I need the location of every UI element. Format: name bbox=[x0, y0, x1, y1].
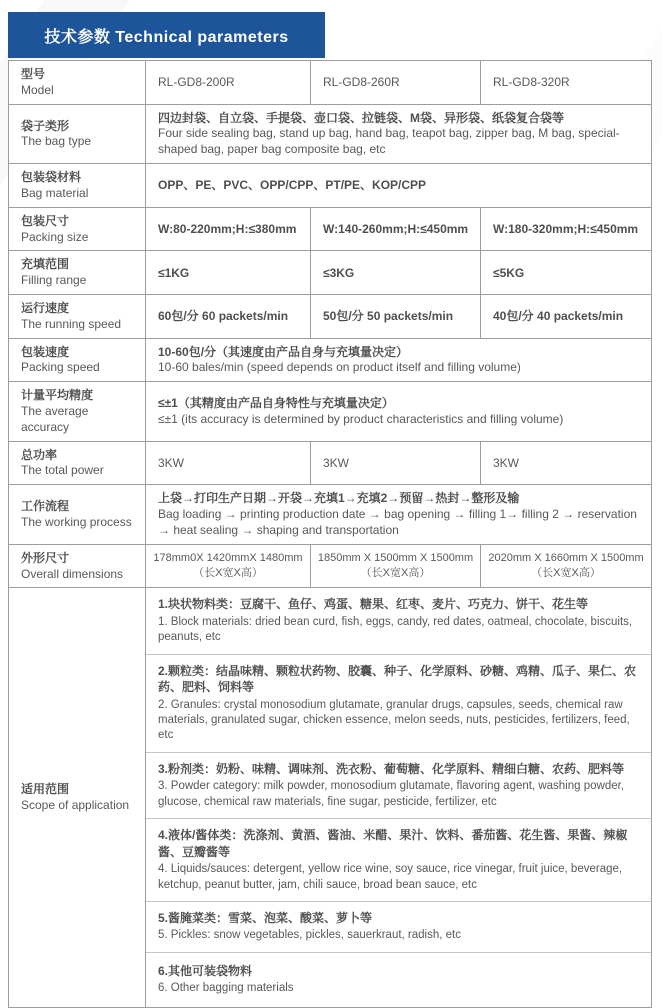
label-en: The running speed bbox=[21, 316, 122, 331]
table-row-bag-material bbox=[9, 164, 651, 208]
label-zh: 包装袋材料 bbox=[21, 170, 82, 185]
label-zh: 计量平均精度 bbox=[21, 388, 94, 403]
technical-parameters-table bbox=[8, 60, 652, 1008]
label-zh: 工作流程 bbox=[21, 499, 70, 514]
row-label-filling-range bbox=[9, 251, 146, 294]
running-speed-value-2: 50包/分 50 packets/min bbox=[311, 295, 481, 338]
working-process-value: 上袋→打印生产日期→开袋→充填1→充填2→预留→热封→整形及输 Bag loading → printing production date → bag opening → filling 1→ filling 2 → reservation → heat sealing → shaping and transportation bbox=[158, 491, 637, 537]
table-row-total-power bbox=[9, 442, 651, 486]
table-row-overall-dimensions bbox=[9, 545, 651, 589]
total-power-value-1: 3KW bbox=[146, 442, 311, 485]
label-zh: 适用范围 bbox=[21, 782, 70, 797]
scope-item-powder: 3.粉剂类：奶粉、味精、调味剂、洗衣粉、葡萄糖、化学原料、精细白糖、农药、肥料等 3. Powder category: milk powder, monosodium glutamate, flavoring agent, washing powder, glucose, chemical raw materials, fine sugar, pesticide, fertilizer, etc bbox=[146, 753, 651, 819]
filling-range-value-1: ≤1KG bbox=[146, 251, 311, 294]
section-banner bbox=[8, 12, 325, 58]
row-label-scope bbox=[9, 588, 146, 1006]
model-value-3: RL-GD8-320R bbox=[493, 75, 570, 90]
label-en: Model bbox=[21, 82, 54, 97]
label-en: The working process bbox=[21, 514, 132, 529]
dimensions-value-3: 2020mm X 1660mm X 1500mm （长X宽X高） bbox=[488, 552, 644, 580]
label-zh: 运行速度 bbox=[21, 300, 70, 315]
packing-size-value-3: W:180-320mm;H:≤450mm bbox=[493, 221, 639, 236]
label-en: Overall dimensions bbox=[21, 566, 124, 581]
running-speed-value-1: 60包/分 60 packets/min bbox=[146, 295, 311, 338]
row-label-working-process bbox=[9, 485, 146, 543]
label-en: Filling range bbox=[21, 273, 87, 288]
average-accuracy-value: ≤±1（其精度由产品自身特性与充填量决定） ≤±1 (its accuracy is determined by product characteristics and filling volume) bbox=[158, 396, 564, 426]
model-value-2: RL-GD8-260R bbox=[311, 61, 481, 104]
table-row-average-accuracy bbox=[9, 382, 651, 441]
label-en: The total power bbox=[21, 463, 104, 478]
row-label-average-accuracy bbox=[9, 382, 146, 440]
filling-range-value-2: ≤3KG bbox=[311, 251, 481, 294]
scope-item-pickles: 5.酱腌菜类：雪菜、泡菜、酸菜、萝卜等 5. Pickles: snow vegetables, pickles, sauerkraut, radish, etc bbox=[146, 902, 651, 953]
dimensions-value-1: 178mm0X 1420mmX 1480mm （长X宽X高） bbox=[146, 545, 311, 588]
row-label-bag-material bbox=[9, 164, 146, 207]
row-label-packing-speed bbox=[9, 339, 146, 382]
packing-size-value-2: W:140-260mm;H:≤450mm bbox=[311, 208, 481, 251]
table-row-running-speed bbox=[9, 295, 651, 339]
table-row-scope-of-application bbox=[9, 588, 651, 1006]
scope-item-granules: 2.颗粒类：结晶味精、颗粒状药物、胶囊、种子、化学原料、砂糖、鸡精、瓜子、果仁、农药、肥料、饲料等 2. Granules: crystal monosodium glutamate, granular drugs, capsules, seeds, chemical raw materials, granulated sugar, chicken essence, melon seeds, nuts, pesticides, fertilizers, feed, etc bbox=[146, 655, 651, 753]
packing-speed-value: 10-60包/分（其速度由产品自身与充填量决定） 10-60 bales/min (speed depends on product itself and filling volume) bbox=[158, 344, 521, 375]
label-en: Packing speed bbox=[21, 360, 100, 375]
banner-title: 技术参数 Technical parameters bbox=[44, 28, 289, 46]
label-en: Bag material bbox=[21, 185, 89, 200]
label-en: Packing size bbox=[21, 229, 89, 244]
row-label-running-speed bbox=[9, 295, 146, 338]
total-power-value-3: 3KW bbox=[493, 455, 520, 470]
row-label-overall-dimensions bbox=[9, 545, 146, 588]
scope-item-other-materials: 6.其他可装袋物料 6. Other bagging materials bbox=[158, 963, 294, 995]
table-row-working-process bbox=[9, 485, 651, 544]
packing-size-value-1: W:80-220mm;H:≤380mm bbox=[146, 208, 311, 251]
row-label-total-power bbox=[9, 442, 146, 485]
table-row-packing-speed bbox=[9, 339, 651, 383]
scope-items bbox=[146, 588, 651, 1006]
label-zh: 包装速度 bbox=[21, 344, 70, 359]
dimensions-value-2: 1850mm X 1500mm X 1500mm （长X宽X高） bbox=[311, 545, 481, 588]
label-zh: 充填范围 bbox=[21, 257, 70, 272]
filling-range-value-3: ≤5KG bbox=[493, 265, 525, 280]
table-row-bag-type bbox=[9, 105, 651, 164]
total-power-value-2: 3KW bbox=[311, 442, 481, 485]
label-zh: 型号 bbox=[21, 67, 46, 81]
row-label-packing-size bbox=[9, 208, 146, 251]
label-zh: 总功率 bbox=[21, 447, 58, 462]
row-label-model bbox=[9, 61, 146, 104]
running-speed-value-3: 40包/分 40 packets/min bbox=[493, 309, 624, 324]
table-row-model bbox=[9, 61, 651, 105]
label-en: The average accuracy bbox=[21, 404, 89, 434]
model-value-1: RL-GD8-200R bbox=[146, 61, 311, 104]
bag-type-value: 四边封袋、自立袋、手提袋、壶口袋、拉链袋、M袋、异形袋、纸袋复合袋等 Four side sealing bag, stand up bag, hand bag, teapot bag, zipper bag, M bag, special-shaped bag, paper bag composite bag, etc bbox=[158, 110, 620, 157]
scope-item-block-materials: 1.块状物料类：豆腐干、鱼仔、鸡蛋、糖果、红枣、麦片、巧克力、饼干、花生等 1. Block materials: dried bean curd, fish, eggs, candy, red dates, oatmeal, chocolate, biscuits, peanuts, etc bbox=[146, 588, 651, 654]
table-row-packing-size bbox=[9, 208, 651, 252]
scope-item-liquids-sauces: 4.液体/酱体类：洗涤剂、黄酒、酱油、米醋、果汁、饮料、番茄酱、花生酱、果酱、辣椒酱、豆瓣酱等 4. Liquids/sauces: detergent, yellow rice wine, soy sauce, rice vinegar, fruit juice, beverage, ketchup, peanut butter, jam, chili sauce, broad bean sauce, etc bbox=[146, 819, 651, 902]
label-zh: 包装尺寸 bbox=[21, 213, 70, 228]
row-label-bag-type bbox=[9, 105, 146, 163]
label-zh: 袋子类形 bbox=[21, 118, 70, 133]
label-zh: 外形尺寸 bbox=[21, 550, 70, 565]
table-row-filling-range bbox=[9, 251, 651, 295]
bag-material-value: OPP、PE、PVC、OPP/CPP、PT/PE、KOP/CPP bbox=[158, 177, 427, 192]
label-en: Scope of application bbox=[21, 797, 130, 812]
label-en: The bag type bbox=[21, 134, 92, 149]
